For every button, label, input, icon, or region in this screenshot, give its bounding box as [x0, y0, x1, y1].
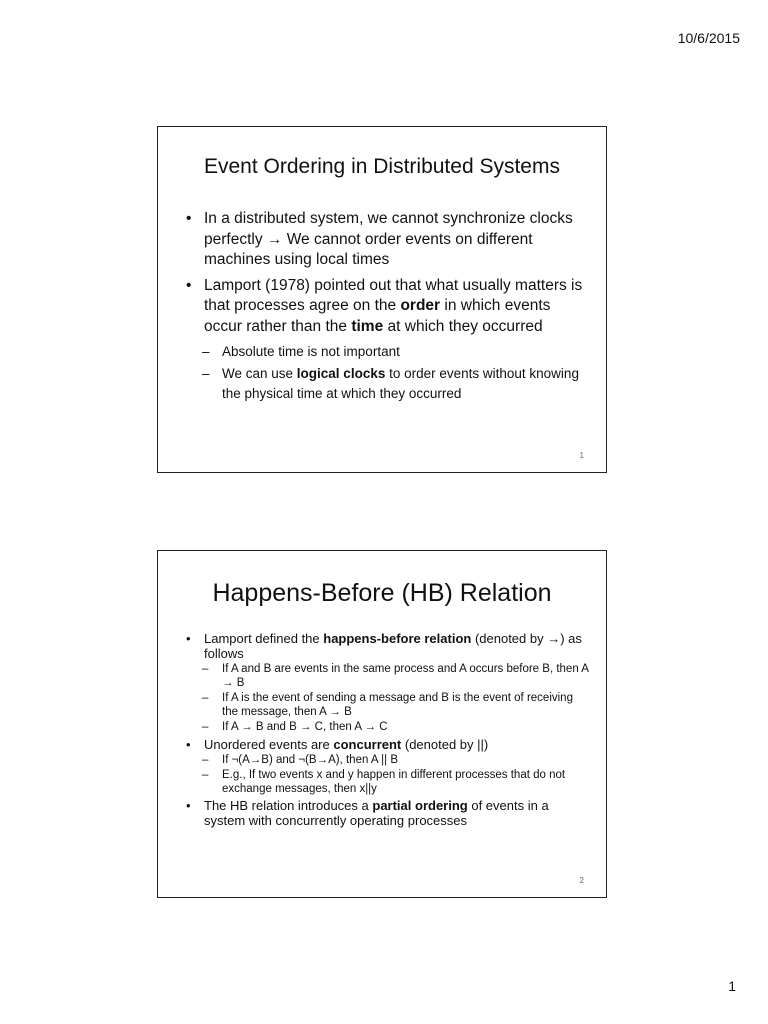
bullet-text: We cannot order events on different machines using local times	[204, 230, 533, 268]
slide-body	[180, 631, 590, 830]
bold-term: order	[400, 297, 441, 314]
bullet-text: (denoted by ||)	[401, 736, 489, 752]
bold-term: logical clocks	[296, 365, 386, 381]
bullet-item	[180, 631, 590, 661]
bold-term: partial ordering	[372, 798, 468, 813]
bullet-text: Unordered events are	[204, 736, 334, 752]
slide-number: 1	[579, 451, 584, 460]
arrow-icon: →	[266, 230, 283, 248]
bullet-text: ) as follows	[204, 631, 582, 661]
slide-2	[157, 550, 607, 898]
slide-number: 2	[579, 876, 584, 885]
sub-bullet-item	[180, 769, 590, 796]
sub-bullet-text: to order events without knowing the physical time at which they occurred	[222, 365, 579, 401]
bold-term: concurrent	[333, 736, 402, 752]
slide-title: Event Ordering in Distributed Systems	[204, 155, 560, 178]
bullet-item	[180, 209, 590, 271]
sub-bullet-item	[180, 692, 590, 719]
slide-body	[180, 209, 590, 406]
bold-term: time	[351, 317, 384, 335]
sub-bullet-item	[180, 663, 590, 690]
arrow-icon: →	[547, 631, 561, 646]
bullet-item	[180, 737, 590, 752]
sub-bullet-item	[180, 342, 590, 363]
sub-bullet-text: If ¬(A→B) and ¬(B→A), then A || B	[222, 753, 398, 766]
bold-term: happens-before relation	[323, 631, 472, 646]
bullet-text: The HB relation introduces a	[204, 798, 373, 813]
sub-bullet-text: E.g., If two events x and y happen in different processes that do not exchange messages, then x||y	[222, 769, 566, 795]
bullet-item	[180, 276, 590, 338]
slide-title: Happens-Before (HB) Relation	[212, 579, 552, 607]
page-number: 1	[728, 978, 736, 994]
sub-bullet-text: We can use	[222, 365, 297, 381]
sub-bullet-item	[180, 721, 590, 735]
bullet-text: (denoted by	[471, 631, 548, 646]
sub-bullet-text: If A is the event of sending a message and B is the event of receiving the message, then A → B	[222, 692, 573, 718]
bullet-text: In a distributed system, we cannot synchronize clocks perfectly	[204, 210, 573, 248]
bullet-item	[180, 798, 590, 828]
bullet-text: Lamport (1978) pointed out that what usually matters is that processes agree on the	[204, 276, 583, 314]
bullet-text: Lamport defined the	[204, 631, 324, 646]
bullet-text: in which events occur rather than the	[204, 297, 551, 335]
bullet-text: of events in a system with concurrently operating processes	[204, 798, 549, 828]
slide-1	[157, 126, 607, 473]
sub-bullet-text: Absolute time is not important	[222, 344, 400, 359]
page-date: 10/6/2015	[677, 30, 740, 46]
sub-bullet-text: If A and B are events in the same process and A occurs before B, then A → B	[222, 663, 589, 689]
sub-bullet-item	[180, 754, 590, 768]
sub-bullet-item	[180, 364, 590, 405]
bullet-text: at which they occurred	[383, 317, 543, 335]
sub-bullet-text: If A → B and B → C, then A → C	[222, 721, 388, 733]
